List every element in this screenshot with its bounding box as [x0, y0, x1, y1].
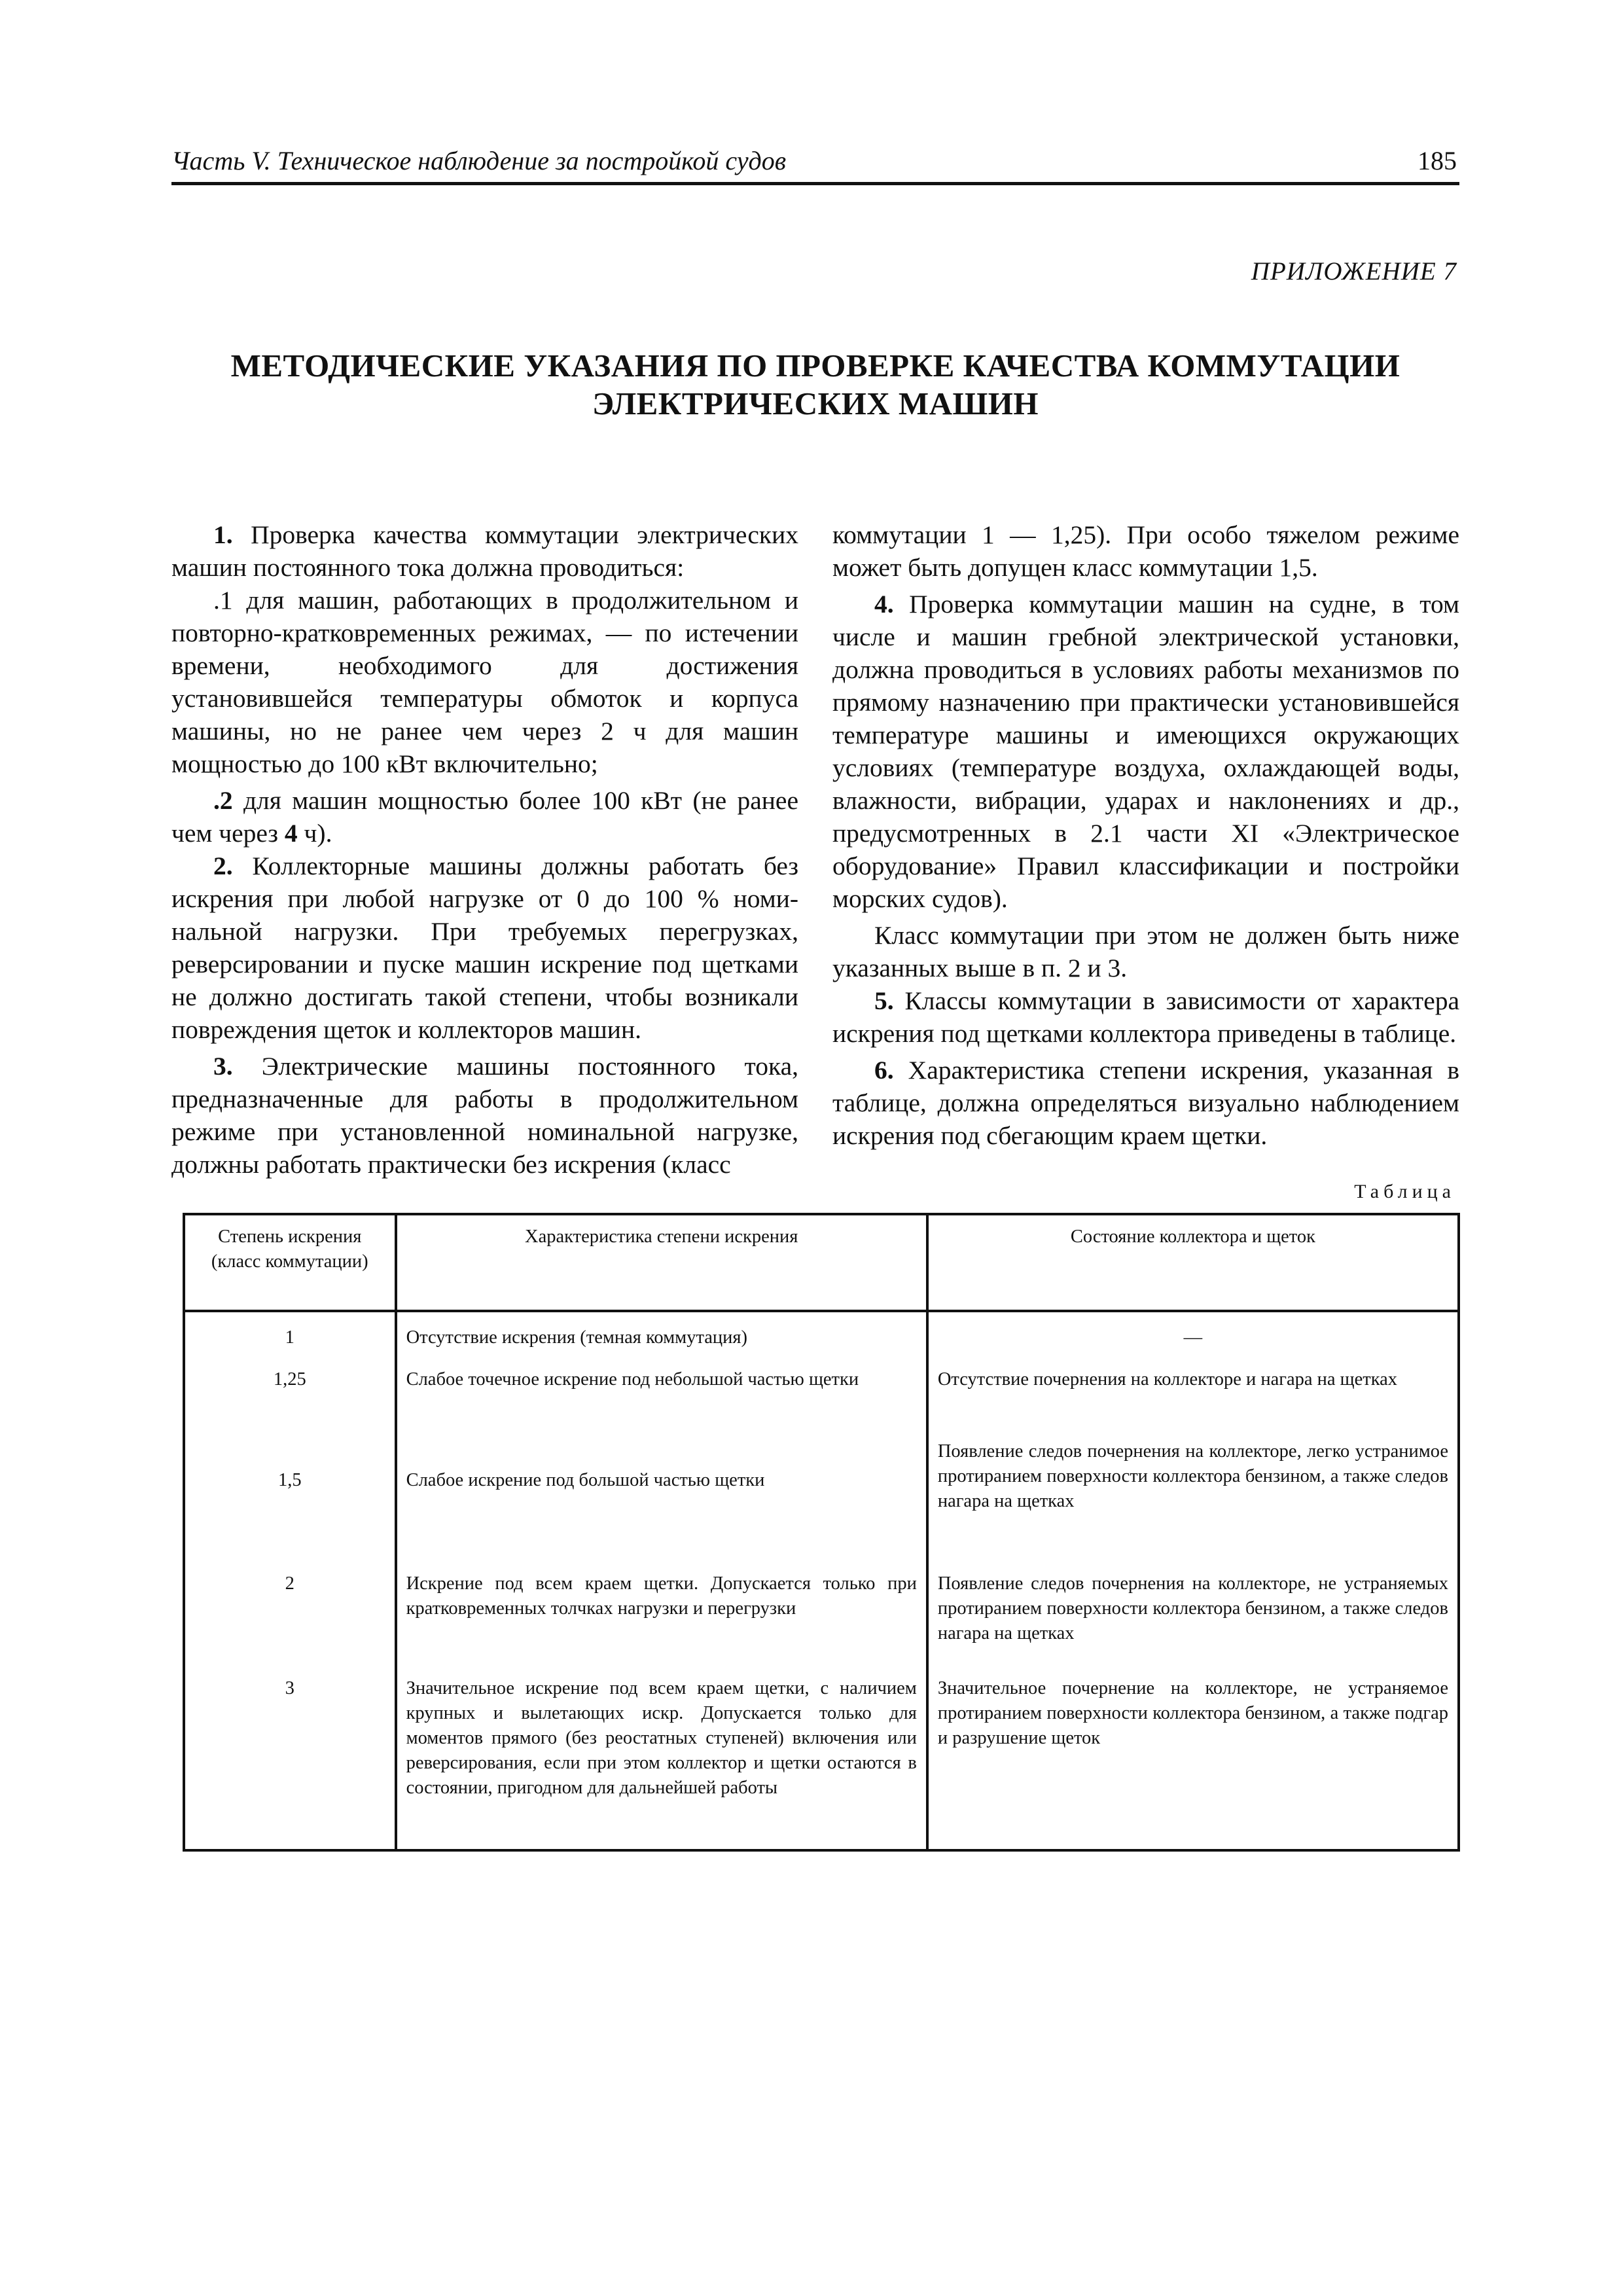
paragraph-5 — [832, 984, 1459, 1050]
paragraph-text: Электрические машины постоянного тока, предназначенные для работы в продолжительном режиме при установленной номинальной нагрузке, должны работать практически без искрения (класс — [171, 1052, 799, 1179]
paragraph-6 — [832, 1054, 1459, 1152]
paragraph-1-1 — [171, 584, 798, 780]
paragraph-number: 2. — [213, 852, 233, 880]
paragraph-number: .2 — [213, 786, 233, 815]
cell-characteristic: Слабое точечное искрение под небольшой частью щетки — [396, 1367, 927, 1439]
paragraph-3 — [171, 1050, 798, 1181]
table-row — [184, 1439, 1459, 1571]
paragraph-3-continued: коммутации 1 — 1,25). При особо тяжелом режиме может быть допущен класс коммутации 1,5. — [832, 520, 1459, 582]
paragraph-text: ч). — [304, 819, 332, 848]
header-grade: Степень искрения (класс коммутации) — [184, 1214, 396, 1311]
paragraph-1-2 — [171, 784, 798, 850]
header-characteristic: Характеристика степени искрения — [396, 1214, 927, 1311]
paragraph-4 — [832, 588, 1459, 915]
cell-grade: 1,5 — [184, 1439, 396, 1571]
cell-grade: 1 — [184, 1311, 396, 1367]
cell-characteristic: Слабое искрение под большой частью щетки — [396, 1439, 927, 1571]
page-number: 185 — [1418, 146, 1457, 175]
cell-characteristic: Искрение под всем краем щетки. Допускается только при кратковременных толчках нагрузки и перегрузки — [396, 1571, 927, 1676]
running-header — [171, 141, 1459, 185]
paragraph-2 — [171, 850, 798, 1046]
cell-grade: 1,25 — [184, 1367, 396, 1439]
right-column — [832, 518, 1459, 1152]
paragraph-1 — [171, 518, 798, 584]
cell-condition: Появление следов почернения на коллекторе, не устраняемых протиранием поверхности коллектора бензином, а также следов нагара на щетках — [927, 1571, 1459, 1676]
cell-condition: — — [927, 1311, 1459, 1367]
cell-condition: Появление следов почернения на коллекторе, легко устранимое протиранием поверхности коллектора бензином, а также следов нагара на щетках — [927, 1439, 1459, 1571]
paragraph-number: 6. — [874, 1056, 894, 1085]
paragraph-number: 4. — [874, 590, 894, 619]
paragraph-number: 5. — [874, 986, 894, 1015]
cell-characteristic: Значительное искрение под всем краем щетки, с наличием крупных и вылетающих искр. Допускается только для моментов прямого (без реостатных ступеней) включения или реверсирования, если при этом коллектор и щетки остаются в состоянии, пригодном для дальнейшей работы — [396, 1676, 927, 1850]
paragraph-text: для машин, работающих в продолжительном и повторно-кратковременных режимах, — по истечении времени, необходимого для достижения установившейся температуры обмоток и корпуса машины, но не ранее чем через 2 ч для машин мощностью до 100 кВт включительно; — [171, 586, 798, 778]
table-row — [184, 1676, 1459, 1850]
cell-grade: 3 — [184, 1676, 396, 1850]
paragraph-text: Проверка коммутации машин на судне, в том числе и машин гребной электрической установки, должна проводиться в условиях работы механизмов по прямому назначению при практически установившейся температуре машины и имеющихся окружающих условиях (температуре воздуха, охлаждающей воды, влажности, вибрации, ударах и наклонениях и др., предусмотренных в 2.1 части XI «Электрическое оборудование» Правил классификации и постройки морских судов). — [832, 590, 1459, 913]
paragraph-4-note: Класс коммутации при этом не должен быть ниже указанных выше в п. 2 и 3. — [832, 921, 1459, 982]
paragraph-number: 1. — [213, 520, 233, 549]
paragraph-text: Коллекторные машины должны работать без искрения при любой нагрузке от 0 до 100 % номинальной нагрузки. При требуемых перегрузках, реверсировании и пуске машин искрение под щетками не должно достигать такой степени, чтобы возникали повреждения щеток и коллекторов машин. — [171, 852, 799, 1044]
cell-condition: Значительное почернение на коллекторе, не устраняемое протиранием поверхности коллектора бензином, а также подгар и разрушение щеток — [927, 1676, 1459, 1850]
paragraph-number: .1 — [213, 586, 233, 615]
cell-characteristic: Отсутствие искрения (темная коммутация) — [396, 1311, 927, 1367]
table-row — [184, 1311, 1459, 1367]
title-line-2: ЭЛЕКТРИЧЕСКИХ МАШИН — [592, 386, 1039, 422]
left-column — [171, 518, 798, 1181]
table-row — [184, 1367, 1459, 1439]
running-title: Часть V. Техническое наблюдение за постройкой судов — [171, 146, 787, 175]
paragraph-emphasis: 4 — [284, 819, 298, 848]
cell-condition: Отсутствие почернения на коллекторе и нагара на щетках — [927, 1367, 1459, 1439]
cell-grade: 2 — [184, 1571, 396, 1676]
paragraph-text: Характеристика степени искрения, указанная в таблице, должна определяться визуально наблюдением искрения под сбегающим краем щетки. — [832, 1056, 1459, 1150]
table-row — [184, 1571, 1459, 1676]
header-condition: Состояние коллектора и щеток — [927, 1214, 1459, 1311]
document-title — [171, 347, 1459, 423]
table-header-row — [184, 1214, 1459, 1311]
sparking-classes-table — [183, 1213, 1460, 1852]
table-caption: Таблица — [1354, 1181, 1455, 1202]
paragraph-text: Классы коммутации в зависимости от характера искрения под щетками коллектора приведены в таблице. — [832, 986, 1460, 1048]
title-line-1: МЕТОДИЧЕСКИЕ УКАЗАНИЯ ПО ПРОВЕРКЕ КАЧЕСТВА КОММУТАЦИИ — [230, 348, 1400, 384]
paragraph-number: 3. — [213, 1052, 233, 1081]
paragraph-text: Проверка качества коммутации электрических машин постоянного тока должна проводиться: — [171, 520, 798, 582]
appendix-label: ПРИЛОЖЕНИЕ 7 — [1251, 257, 1457, 285]
paragraph-text: для машин мощностью более 100 кВт (не ранее чем через — [171, 786, 798, 848]
